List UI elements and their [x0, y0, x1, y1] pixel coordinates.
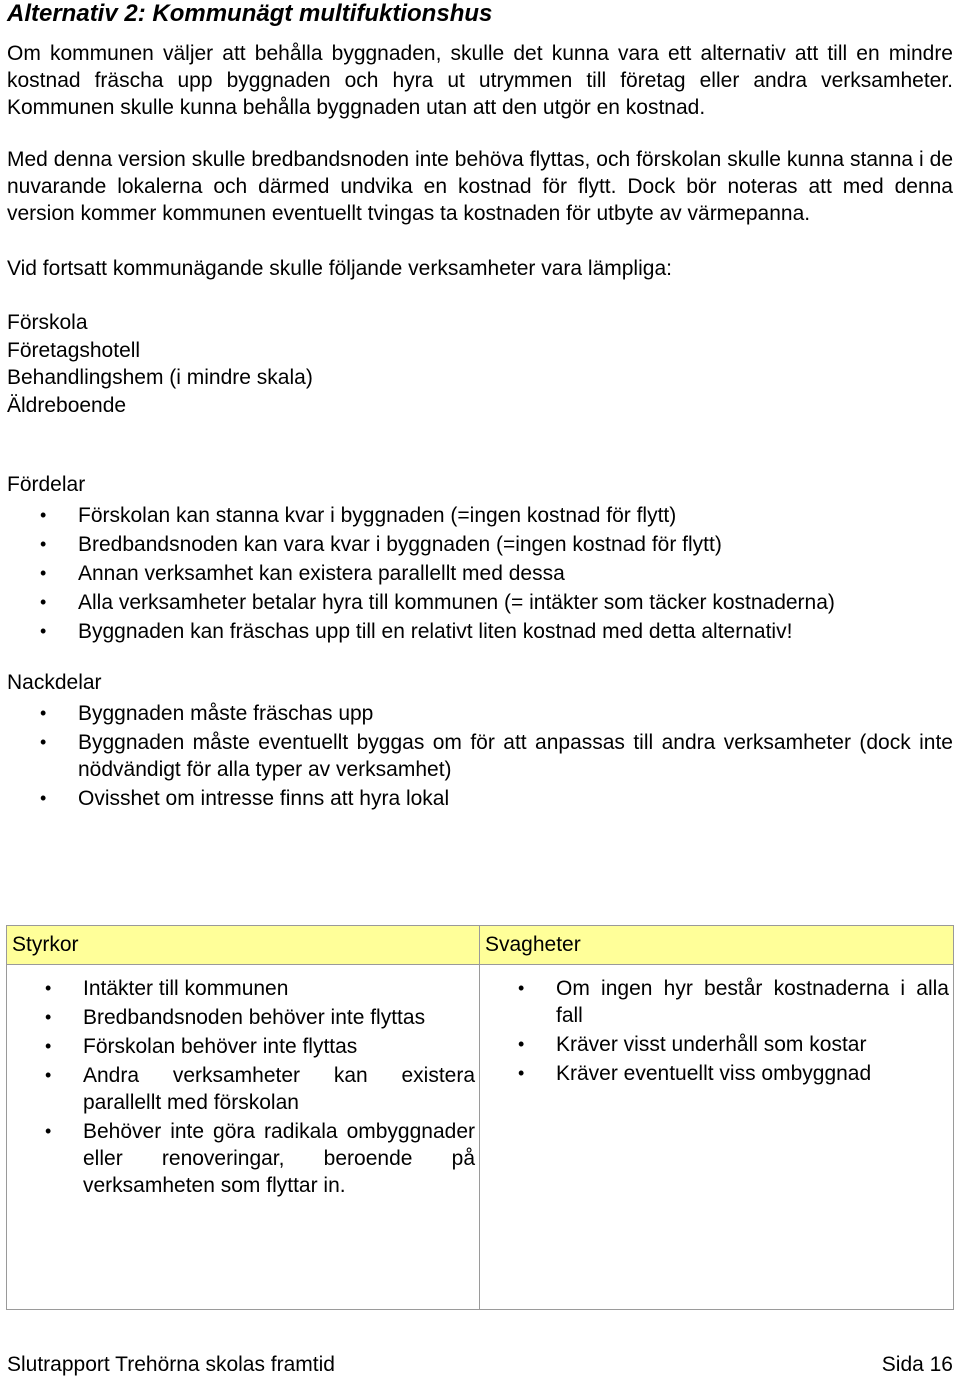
- list-item-text: Byggnaden måste fräschas upp: [78, 702, 374, 725]
- bullet-icon: •: [45, 1007, 52, 1027]
- use-item: Äldreboende: [7, 393, 127, 417]
- list-item: [7, 531, 953, 558]
- paragraph-fortsatt: Vid fortsatt kommunägande skulle följande verksamheter vara lämpliga:: [7, 257, 672, 280]
- bullet-icon: •: [40, 534, 47, 554]
- list-item: [7, 700, 953, 727]
- list-item: [7, 618, 953, 645]
- suitable-uses-list: [7, 309, 953, 419]
- list-item: [7, 975, 479, 1002]
- bullet-icon: •: [518, 1034, 525, 1054]
- nackdelar-list: [7, 700, 953, 812]
- bullet-icon: •: [40, 788, 47, 808]
- styrkor-cell: [7, 965, 480, 1309]
- list-item-text: Annan verksamhet kan existera parallellt med dessa: [78, 562, 565, 585]
- list-item: [7, 502, 953, 529]
- bullet-icon: •: [45, 978, 52, 998]
- footer-title: Slutrapport Trehörna skolas framtid: [7, 1353, 335, 1376]
- bullet-icon: •: [40, 732, 47, 752]
- list-item-text: Ovisshet om intresse finns att hyra lokal: [78, 787, 450, 810]
- bullet-icon: •: [45, 1065, 52, 1085]
- list-item: [7, 1004, 479, 1031]
- bullet-icon: •: [518, 978, 525, 998]
- list-item: [7, 729, 953, 783]
- use-item: Behandlingshem (i mindre skala): [7, 366, 313, 389]
- bullet-icon: •: [45, 1036, 52, 1056]
- bullet-icon: •: [40, 703, 47, 723]
- fordelar-list: [7, 502, 953, 645]
- list-item: [7, 1062, 479, 1116]
- bullet-icon: •: [518, 1063, 525, 1083]
- bullet-icon: •: [40, 505, 47, 525]
- page-footer: [7, 1351, 953, 1378]
- use-item: Förskola: [7, 311, 88, 334]
- swot-table: [6, 925, 954, 1310]
- svagheter-header: Svagheter: [480, 926, 953, 965]
- list-item-text: Bredbandsnoden behöver inte flyttas: [83, 1006, 426, 1029]
- list-item: [7, 1033, 479, 1060]
- paragraph-version: Med denna version skulle bredbandsnoden inte behöva flyttas, och förskolan skulle kunna stanna i de nuvarande lokalerna och därmed undvika en kostnad för flytt. Dock bör noteras att med denna version kommer kommunen eventuellt tvingas ta kostnaden för utbyte av värmepanna.: [7, 148, 953, 225]
- list-item-text: Kräver eventuellt viss ombyggnad: [556, 1062, 872, 1085]
- bullet-icon: •: [40, 592, 47, 612]
- list-item-text: Byggnaden kan fräschas upp till en relativt liten kostnad med detta alternativ!: [78, 620, 793, 643]
- svagheter-list: [480, 975, 953, 1087]
- styrkor-header: Styrkor: [7, 926, 480, 965]
- list-item-text: Alla verksamheter betalar hyra till kommunen (= intäkter som täcker kostnaderna): [78, 591, 835, 614]
- list-item-text: Bredbandsnoden kan vara kvar i byggnaden (=ingen kostnad för flytt): [78, 533, 722, 556]
- bullet-icon: •: [40, 563, 47, 583]
- document-page: [7, 0, 953, 814]
- bullet-icon: •: [45, 1121, 52, 1141]
- styrkor-list: [7, 975, 479, 1199]
- paragraph-intro: Om kommunen väljer att behålla byggnaden, skulle det kunna vara ett alternativ att till en mindre kostnad fräscha upp byggnaden och hyra ut utrymmen till företag eller andra verksamheter. Kommunen skulle kunna behålla byggnaden utan att den utgör en kostnad.: [7, 42, 953, 119]
- svagheter-cell: [480, 965, 953, 1309]
- list-item: [480, 1031, 953, 1058]
- list-item-text: Om ingen hyr består kostnaderna i alla fall: [556, 977, 949, 1027]
- list-item-text: Intäkter till kommunen: [83, 977, 289, 1000]
- list-item-text: Förskolan behöver inte flyttas: [83, 1035, 358, 1058]
- nackdelar-label: Nackdelar: [7, 671, 102, 694]
- list-item-text: Förskolan kan stanna kvar i byggnaden (=ingen kostnad för flytt): [78, 504, 677, 527]
- list-item: [7, 785, 953, 812]
- list-item: [480, 1060, 953, 1087]
- fordelar-label: Fördelar: [7, 473, 86, 496]
- list-item-text: Byggnaden måste eventuellt byggas om för att anpassas till andra verksamheter (dock inte nödvändigt för alla typer av verksamhet): [78, 731, 953, 781]
- list-item: [7, 1118, 479, 1199]
- list-item-text: Behöver inte göra radikala ombyggnader eller renoveringar, beroende på verksamheten som flyttar in.: [83, 1120, 475, 1197]
- use-item: Företagshotell: [7, 338, 141, 362]
- list-item: [7, 560, 953, 587]
- bullet-icon: •: [40, 621, 47, 641]
- list-item-text: Andra verksamheter kan existera parallellt med förskolan: [83, 1064, 475, 1114]
- list-item: [7, 589, 953, 616]
- list-item: [480, 975, 953, 1029]
- page-number: Sida 16: [881, 1353, 953, 1376]
- list-item-text: Kräver visst underhåll som kostar: [556, 1033, 867, 1056]
- section-heading: Alternativ 2: Kommunägt multifuktionshus: [7, 0, 493, 27]
